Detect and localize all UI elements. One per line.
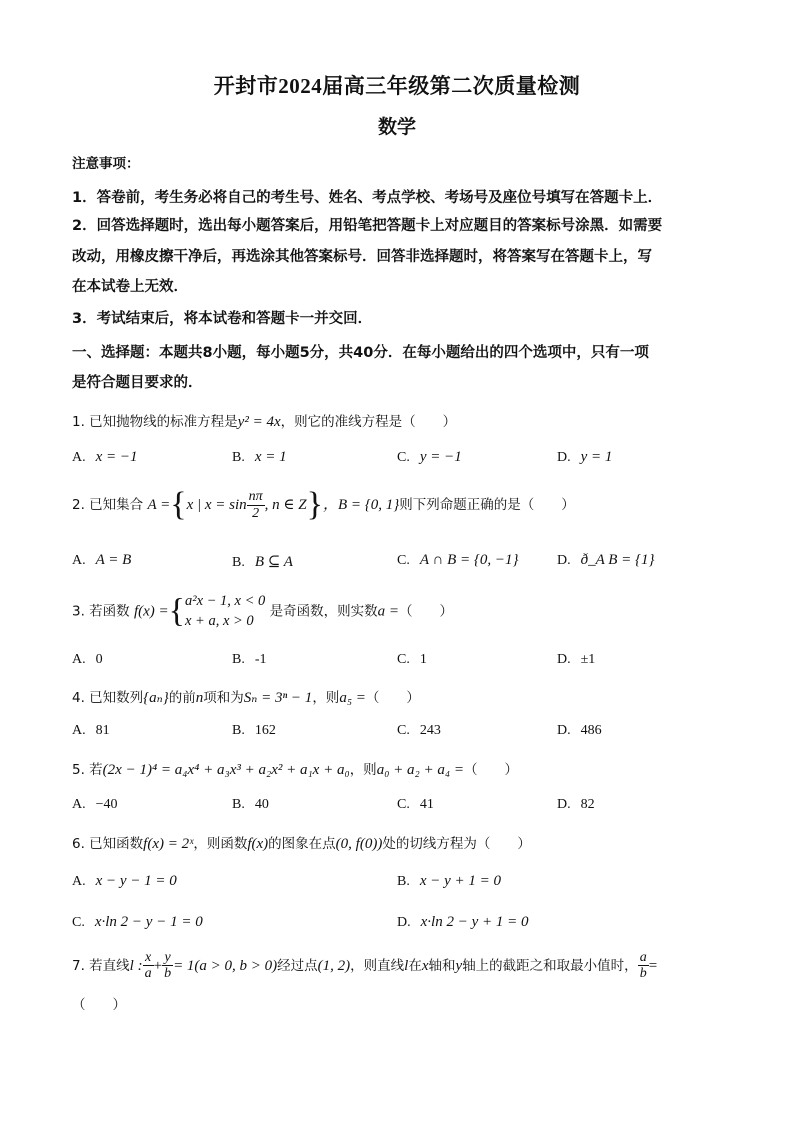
option-b xyxy=(232,449,287,466)
fraction xyxy=(143,950,154,982)
option-value: y = −1 xyxy=(419,449,462,465)
math-expression: Sₙ = 3ⁿ − 1 xyxy=(243,690,313,706)
note-item-3: 3．考试结束后，将本试卷和答题卡一并交回． xyxy=(72,311,373,327)
question-6 xyxy=(72,832,531,853)
math-expression: {aₙ} xyxy=(143,690,169,706)
option-b xyxy=(232,723,276,739)
question-text: 项和为 xyxy=(203,690,244,706)
option-value: x = 1 xyxy=(254,449,287,465)
option-value: A = B xyxy=(95,552,132,568)
option-label: B. xyxy=(232,723,245,738)
option-value: x − y + 1 = 0 xyxy=(419,873,502,889)
question-text: 则下列命题正确的是（ ） xyxy=(399,497,575,513)
note-item-2-line-2: 改动，用橡皮擦干净后，再选涂其他答案标号．回答非选择题时，将答案写在答题卡上，写 xyxy=(72,249,652,265)
option-value: x·ln 2 − y + 1 = 0 xyxy=(420,914,529,930)
option-c xyxy=(397,652,427,668)
option-d xyxy=(557,552,655,569)
option-label: C. xyxy=(397,652,410,667)
answer-blank: （ ） xyxy=(398,603,453,620)
option-b xyxy=(232,797,269,813)
numerator: y xyxy=(162,950,173,966)
denominator: 2 xyxy=(252,505,260,521)
exam-title: 开封市2024届高三年级第二次质量检测 xyxy=(213,74,581,98)
note-item-2-line-1: 2．回答选择题时，选出每小题答案后，用铅笔把答题卡上对应题目的答案标号涂黑．如需要 xyxy=(72,218,663,234)
option-value: 40 xyxy=(254,797,269,812)
answer-blank: （ ） xyxy=(72,997,126,1013)
math-expression: l xyxy=(404,957,409,974)
note-item-2-line-3: 在本试卷上无效． xyxy=(72,279,188,295)
option-value: x·ln 2 − y − 1 = 0 xyxy=(94,914,203,930)
question-text: 3. 若函数 xyxy=(72,603,130,620)
left-brace: { xyxy=(168,592,185,630)
notes-heading: 注意事项： xyxy=(72,156,140,172)
question-text: 经过点 xyxy=(277,957,318,974)
option-label: B. xyxy=(232,652,245,667)
question-text: 在 xyxy=(408,957,422,974)
question-text: 是奇函数，则实数 xyxy=(269,603,378,620)
math-expression: l : xyxy=(129,957,143,974)
piecewise-cases xyxy=(185,592,265,631)
math-expression: (0, f(0)) xyxy=(335,836,383,852)
option-c xyxy=(72,914,203,931)
math-operator: + xyxy=(153,957,163,974)
math-expression: a₅ = xyxy=(339,690,366,706)
option-label: D. xyxy=(557,797,571,812)
question-2 xyxy=(72,488,575,522)
question-text: ，则 xyxy=(349,762,377,778)
option-value: x − y − 1 = 0 xyxy=(95,873,177,889)
question-text: 轴和 xyxy=(428,957,456,974)
option-label: A. xyxy=(72,450,86,465)
math-expression: f(x) = 2ˣ xyxy=(143,836,194,852)
option-c xyxy=(397,797,434,813)
option-value: ð_A B = {1} xyxy=(580,552,655,568)
option-b xyxy=(397,873,501,890)
option-value: 243 xyxy=(419,723,441,738)
option-label: A. xyxy=(72,652,86,667)
question-text: 的前 xyxy=(168,690,196,706)
case-1: a²x − 1, x < 0 xyxy=(184,593,266,609)
option-d xyxy=(397,914,528,931)
option-value: 0 xyxy=(95,652,103,667)
math-expression: f(x) = xyxy=(133,603,169,620)
question-text: ，则它的准线方程是（ ） xyxy=(280,414,457,430)
left-brace: { xyxy=(170,486,187,523)
question-text: 1. 已知抛物线的标准方程是 xyxy=(72,414,238,430)
answer-blank: （ ） xyxy=(365,690,420,706)
option-value: −40 xyxy=(95,797,118,812)
option-c xyxy=(397,723,441,739)
option-b xyxy=(232,652,267,668)
option-value: ±1 xyxy=(580,652,596,667)
option-c xyxy=(397,449,462,466)
option-b xyxy=(232,552,293,571)
math-expression: = 1(a > 0, b > 0) xyxy=(173,957,278,974)
numerator: x xyxy=(143,950,154,966)
option-label: C. xyxy=(397,450,410,465)
option-label: D. xyxy=(557,652,571,667)
option-label: D. xyxy=(557,450,571,465)
math-expression: a₀ + a₂ + a₄ = xyxy=(376,762,464,778)
option-d xyxy=(557,449,612,466)
option-label: A. xyxy=(72,874,86,889)
option-value: 81 xyxy=(95,723,110,738)
option-label: D. xyxy=(557,723,571,738)
math-expression: f(x) xyxy=(247,836,269,852)
option-value: 162 xyxy=(254,723,276,738)
option-a xyxy=(72,873,177,890)
numerator: nπ xyxy=(248,489,263,505)
question-text: 的图象在点 xyxy=(268,836,336,852)
question-text: ，则直线 xyxy=(350,957,405,974)
option-label: C. xyxy=(397,723,410,738)
question-text: ，则函数 xyxy=(193,836,248,852)
option-value: 486 xyxy=(580,723,602,738)
question-text: 轴上的截距之和取最小值时， xyxy=(462,957,638,974)
option-value: -1 xyxy=(254,652,267,667)
option-a xyxy=(72,449,138,466)
option-label: B. xyxy=(232,555,245,570)
question-text: 处的切线方程为（ ） xyxy=(382,836,531,852)
denominator: b xyxy=(639,966,647,982)
option-d xyxy=(557,652,595,668)
option-label: B. xyxy=(232,797,245,812)
question-text: 4. 已知数列 xyxy=(72,690,144,706)
question-text: 5. 若 xyxy=(72,762,103,778)
math-operator: = xyxy=(648,957,658,974)
math-expression: n xyxy=(195,690,204,706)
subject-title: 数学 xyxy=(377,117,416,138)
question-5 xyxy=(72,758,518,779)
math-expression: x | x = sin xyxy=(186,497,247,513)
math-expression: y² = 4x xyxy=(237,414,281,430)
question-7 xyxy=(72,950,657,982)
fraction xyxy=(247,489,265,521)
option-value: A ∩ B = {0, −1} xyxy=(419,552,519,568)
math-expression: (2x − 1)⁴ = a₄x⁴ + a₃x³ + a₂x² + a₁x + a₀ xyxy=(102,762,350,778)
option-label: A. xyxy=(72,723,86,738)
math-expression: y xyxy=(455,957,463,974)
question-text: 2. 已知集合 xyxy=(72,497,144,513)
option-label: C. xyxy=(397,797,410,812)
option-value: 1 xyxy=(419,652,427,667)
math-expression: A = xyxy=(147,497,171,513)
option-d xyxy=(557,723,602,739)
option-label: D. xyxy=(557,553,571,568)
right-brace: } xyxy=(306,486,323,523)
option-c xyxy=(397,552,518,569)
note-item-1: 1．答卷前，考生务必将自己的考生号、姓名、考点学校、考场号及座位号填写在答题卡上． xyxy=(72,190,663,206)
fraction xyxy=(638,950,649,982)
option-a xyxy=(72,797,118,813)
question-text: ，则 xyxy=(312,690,340,706)
option-a xyxy=(72,652,103,668)
question-text: 7. 若直线 xyxy=(72,957,130,974)
option-value: B ⊆ A xyxy=(254,554,293,570)
option-a xyxy=(72,552,131,569)
option-value: 82 xyxy=(580,797,595,812)
denominator: b xyxy=(164,966,172,982)
math-expression: a = xyxy=(377,603,399,620)
option-value: y = 1 xyxy=(580,449,613,465)
question-3 xyxy=(72,592,453,631)
section-heading-line-1: 一、选择题：本题共8小题，每小题5分，共40分．在每小题给出的四个选项中，只有一项 xyxy=(72,345,649,361)
case-2: x + a, x > 0 xyxy=(184,612,254,629)
option-label: C. xyxy=(397,553,410,568)
math-expression: ，B = {0, 1} xyxy=(322,497,400,513)
option-value: x = −1 xyxy=(95,449,138,465)
option-label: A. xyxy=(72,797,86,812)
fraction xyxy=(162,950,173,982)
numerator: a xyxy=(639,950,647,965)
option-a xyxy=(72,723,110,739)
option-label: B. xyxy=(397,874,410,889)
option-d xyxy=(557,797,595,813)
answer-blank: （ ） xyxy=(463,762,518,778)
math-expression: x xyxy=(421,957,429,974)
question-4 xyxy=(72,686,420,707)
denominator: a xyxy=(144,966,152,982)
math-expression: , n ∈ Z xyxy=(264,497,307,513)
question-1 xyxy=(72,410,456,431)
question-text: 6. 已知函数 xyxy=(72,836,144,852)
option-label: B. xyxy=(232,450,245,465)
option-label: D. xyxy=(397,915,411,930)
math-expression: (1, 2) xyxy=(317,957,351,974)
option-label: C. xyxy=(72,915,85,930)
option-label: A. xyxy=(72,553,86,568)
section-heading-line-2: 是符合题目要求的． xyxy=(72,375,203,391)
option-value: 41 xyxy=(419,797,434,812)
